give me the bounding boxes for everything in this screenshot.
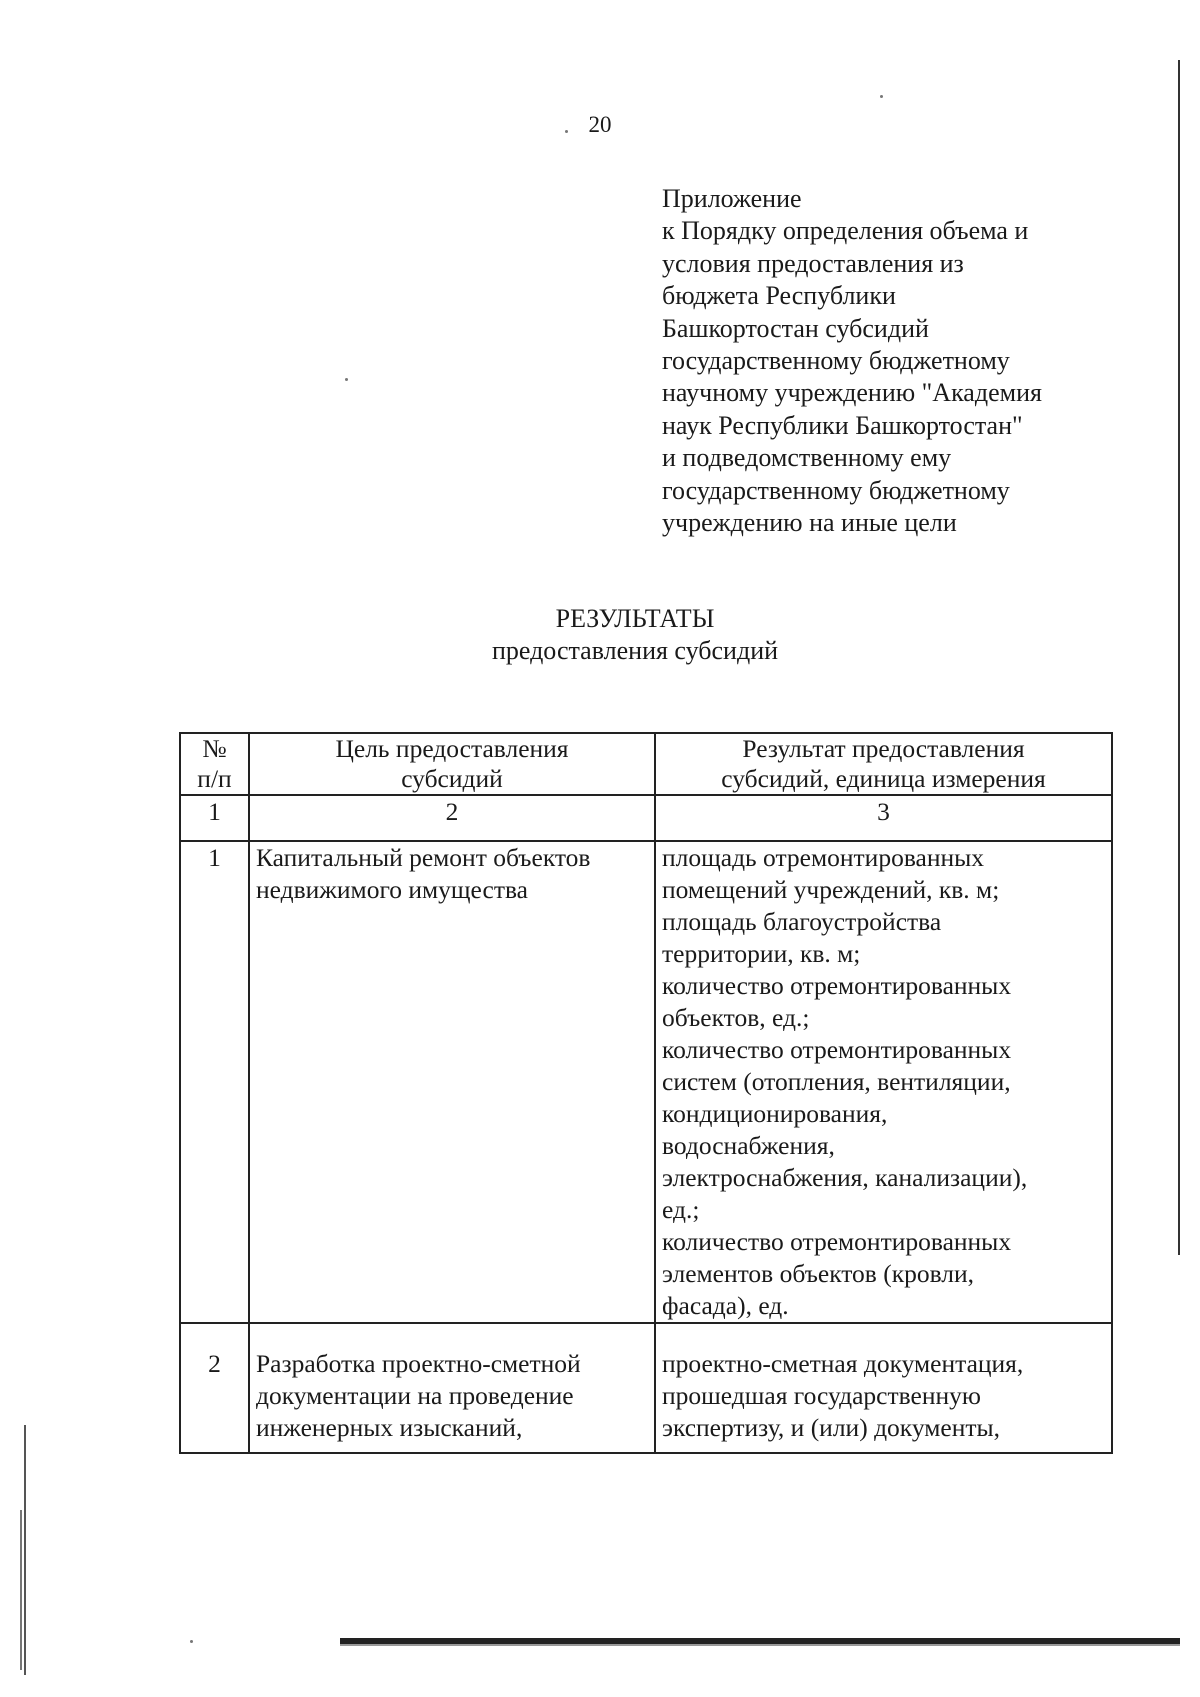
scan-edge-line [20, 1510, 22, 1670]
title-main: РЕЗУЛЬТАТЫ [555, 604, 715, 633]
scan-speck [565, 130, 568, 133]
result-line: электроснабжения, канализации), [662, 1163, 1028, 1192]
results-table [179, 732, 1113, 1454]
result-line: площадь благоустройства [662, 907, 942, 936]
header-text: субсидий [401, 764, 503, 793]
goal-line: документации на проведение [256, 1381, 574, 1410]
result-line: фасада), ед. [662, 1291, 789, 1320]
row-result [655, 1323, 1112, 1453]
appendix-line: государственному бюджетному [662, 475, 1010, 505]
header-goal [249, 733, 655, 795]
appendix-line: научному учреждению "Академия [662, 378, 1042, 408]
header-text: п/п [197, 764, 232, 793]
appendix-line: Приложение [662, 184, 802, 213]
result-line: водоснабжения, [662, 1131, 835, 1160]
header-text: субсидий, единица измерения [721, 764, 1046, 793]
appendix-line: Башкортостан субсидий [662, 313, 929, 343]
scan-edge-line [24, 1425, 26, 1675]
result-line: ед.; [662, 1195, 700, 1224]
result-line: количество отремонтированных [662, 1227, 1012, 1256]
scan-speck [880, 95, 883, 98]
result-line: объектов, ед.; [662, 1003, 810, 1032]
table-row [180, 1323, 1112, 1453]
column-numbering-row [180, 795, 1112, 841]
scan-speck [190, 1640, 193, 1643]
document-title [0, 603, 1200, 667]
result-line: территории, кв. м; [662, 939, 861, 968]
appendix-line: бюджета Республики [662, 281, 896, 311]
appendix-line: учреждению на иные цели [662, 508, 957, 538]
goal-line: Разработка проектно-сметной [256, 1349, 581, 1378]
result-line: экспертизу, и (или) документы, [662, 1413, 1000, 1442]
result-line: проектно-сметная документация, [662, 1349, 1024, 1378]
result-line: площадь отремонтированных [662, 843, 985, 872]
row-goal [249, 1323, 655, 1453]
table-header-row [180, 733, 1112, 795]
title-sub: предоставления субсидий [491, 636, 779, 665]
scan-bottom-bar [340, 1644, 1180, 1646]
scan-speck [345, 378, 348, 381]
header-text: № [202, 734, 227, 763]
appendix-line: и подведомственному ему [662, 443, 952, 473]
appendix-line: условия предоставления из [662, 248, 964, 278]
column-number: 2 [249, 795, 655, 841]
result-line: прошедшая государственную [662, 1381, 981, 1410]
header-text: Результат предоставления [742, 734, 1025, 763]
row-number: 2 [180, 1323, 249, 1453]
result-line: элементов объектов (кровли, [662, 1259, 975, 1288]
header-result [655, 733, 1112, 795]
row-number: 1 [180, 841, 249, 1323]
scan-edge-line [1178, 60, 1180, 1255]
row-result [655, 841, 1112, 1323]
row-goal [249, 841, 655, 1323]
header-text: Цель предоставления [335, 734, 569, 763]
result-line: систем (отопления, вентиляции, [662, 1067, 1011, 1096]
result-line: помещений учреждений, кв. м; [662, 875, 1000, 904]
appendix-note [662, 183, 1132, 539]
result-line: количество отремонтированных [662, 1035, 1012, 1064]
header-number [180, 733, 249, 795]
appendix-line: государственному бюджетному [662, 346, 1010, 376]
result-line: кондиционирования, [662, 1099, 888, 1128]
table-row [180, 841, 1112, 1323]
column-number: 1 [180, 795, 249, 841]
result-line: количество отремонтированных [662, 971, 1012, 1000]
appendix-line: наук Республики Башкортостан" [662, 410, 1023, 440]
column-number: 3 [655, 795, 1112, 841]
goal-line: инженерных изысканий, [256, 1413, 523, 1442]
page-number: 20 [588, 112, 612, 137]
goal-line: недвижимого имущества [256, 875, 528, 904]
appendix-line: к Порядку определения объема и [662, 216, 1029, 246]
goal-line: Капитальный ремонт объектов [256, 843, 591, 872]
